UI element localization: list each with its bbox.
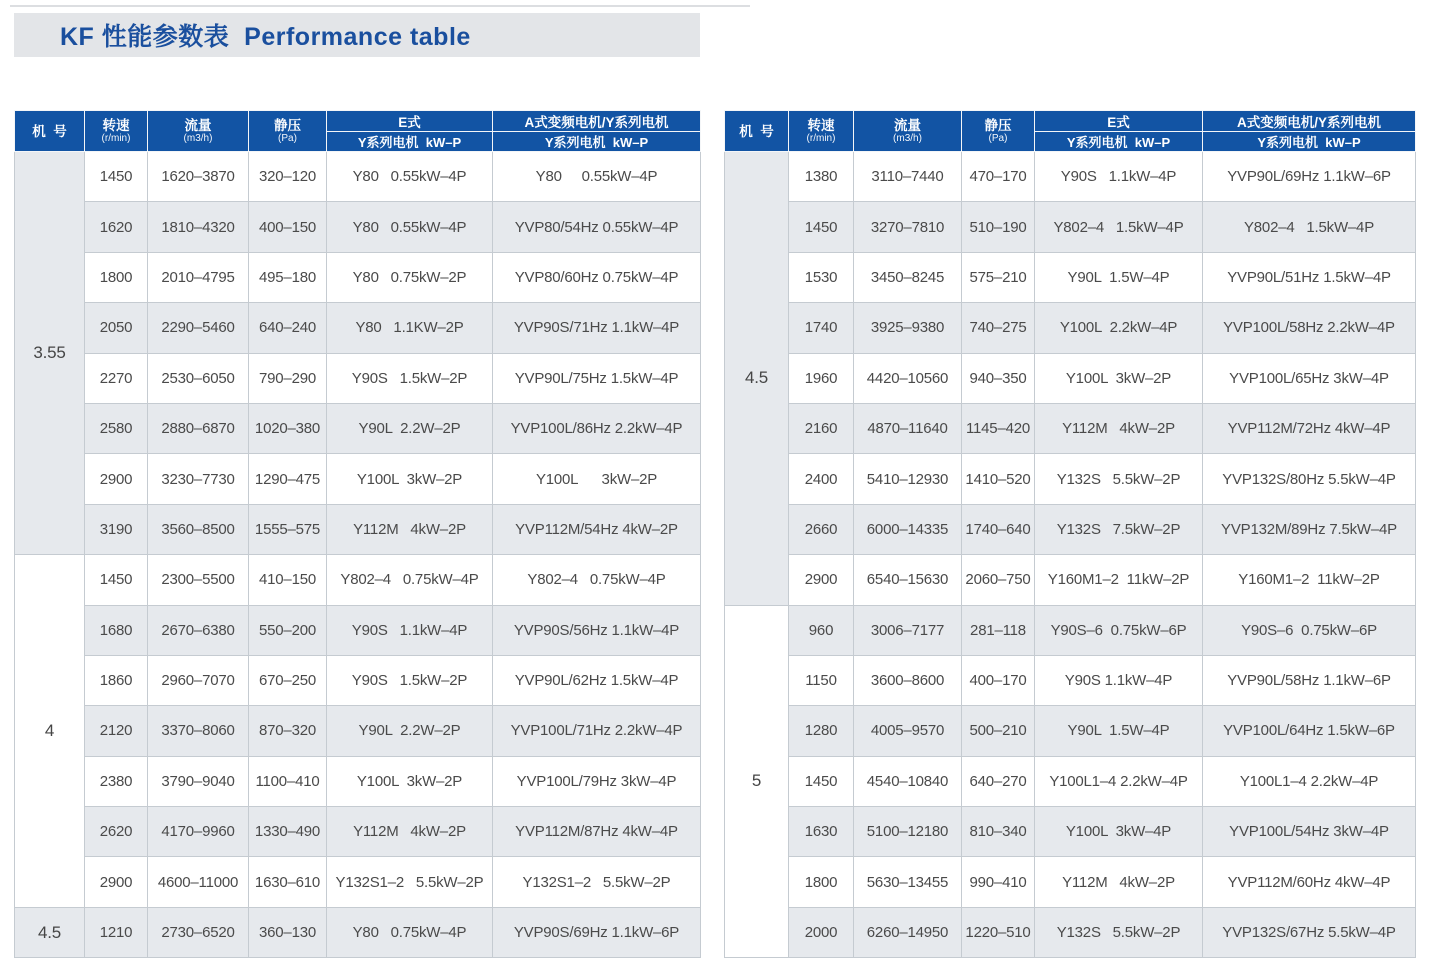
a-type-motor-cell: Y90S–6 0.75kW–6P — [1203, 605, 1416, 655]
speed-cell: 1800 — [789, 857, 854, 907]
pressure-cell: 1100–410 — [249, 756, 327, 806]
a-type-motor-cell: YVP100L/79Hz 3kW–4P — [493, 756, 701, 806]
e-type-motor-cell: Y80 0.75kW–4P — [327, 907, 493, 957]
pressure-cell: 1220–510 — [962, 907, 1035, 957]
speed-cell: 1380 — [789, 152, 854, 202]
pressure-cell: 790–290 — [249, 353, 327, 403]
performance-table-left-container — [14, 110, 701, 958]
header-flow: 流量 (m3/h) — [148, 111, 249, 152]
flow-cell: 3270–7810 — [854, 202, 962, 252]
e-type-motor-cell: Y90L 1.5W–4P — [1035, 252, 1203, 302]
table-header — [15, 111, 701, 152]
header-speed: 转速 (r/min) — [85, 111, 148, 152]
table-row — [725, 504, 1416, 554]
header-a-type: A式变频电机/Y系列电机 — [1203, 111, 1416, 132]
performance-table-right — [724, 110, 1416, 958]
pressure-cell: 1290–475 — [249, 454, 327, 504]
speed-cell: 2900 — [85, 454, 148, 504]
header-machine-no: 机 号 — [725, 111, 789, 152]
model-number-cell: 4.5 — [15, 907, 85, 957]
table-row — [725, 252, 1416, 302]
speed-cell: 1680 — [85, 605, 148, 655]
pressure-cell: 1330–490 — [249, 807, 327, 857]
pressure-cell: 1555–575 — [249, 504, 327, 554]
table-row — [15, 454, 701, 504]
pressure-cell: 1630–610 — [249, 857, 327, 907]
header-flow: 流量 (m3/h) — [854, 111, 962, 152]
speed-cell: 2900 — [85, 857, 148, 907]
a-type-motor-cell: YVP100L/64Hz 1.5kW–6P — [1203, 706, 1416, 756]
flow-cell: 4600–11000 — [148, 857, 249, 907]
speed-cell: 960 — [789, 605, 854, 655]
e-type-motor-cell: Y802–4 0.75kW–4P — [327, 555, 493, 605]
pressure-cell: 740–275 — [962, 303, 1035, 353]
table-row — [15, 655, 701, 705]
flow-cell: 2530–6050 — [148, 353, 249, 403]
flow-cell: 6540–15630 — [854, 555, 962, 605]
table-row — [725, 454, 1416, 504]
model-number-cell: 4.5 — [725, 152, 789, 606]
flow-cell: 2880–6870 — [148, 403, 249, 453]
flow-cell: 3230–7730 — [148, 454, 249, 504]
speed-cell: 2000 — [789, 907, 854, 957]
pressure-cell: 400–170 — [962, 655, 1035, 705]
a-type-motor-cell: YVP132M/89Hz 7.5kW–4P — [1203, 504, 1416, 554]
performance-table-left — [14, 110, 701, 958]
pressure-cell: 281–118 — [962, 605, 1035, 655]
flow-cell: 3790–9040 — [148, 756, 249, 806]
a-type-motor-cell: Y80 0.55kW–4P — [493, 152, 701, 202]
header-e-motor-sub: Y系列电机 kW–P — [1035, 132, 1203, 152]
speed-cell: 2660 — [789, 504, 854, 554]
a-type-motor-cell: YVP132S/67Hz 5.5kW–4P — [1203, 907, 1416, 957]
speed-cell: 2160 — [789, 403, 854, 453]
speed-cell: 2580 — [85, 403, 148, 453]
flow-cell: 5100–12180 — [854, 807, 962, 857]
speed-cell: 1450 — [789, 202, 854, 252]
flow-cell: 4170–9960 — [148, 807, 249, 857]
pressure-cell: 2060–750 — [962, 555, 1035, 605]
header-a-type: A式变频电机/Y系列电机 — [493, 111, 701, 132]
e-type-motor-cell: Y90S 1.5kW–2P — [327, 655, 493, 705]
e-type-motor-cell: Y100L1–4 2.2kW–4P — [1035, 756, 1203, 806]
speed-cell: 1450 — [85, 555, 148, 605]
table-row — [725, 655, 1416, 705]
pressure-cell: 670–250 — [249, 655, 327, 705]
header-speed: 转速 (r/min) — [789, 111, 854, 152]
e-type-motor-cell: Y90L 1.5W–4P — [1035, 706, 1203, 756]
header-pressure: 静压 (Pa) — [249, 111, 327, 152]
table-row — [15, 202, 701, 252]
flow-cell: 3600–8600 — [854, 655, 962, 705]
table-row — [725, 303, 1416, 353]
table-row — [725, 807, 1416, 857]
a-type-motor-cell: YVP100L/58Hz 2.2kW–4P — [1203, 303, 1416, 353]
pressure-cell: 640–240 — [249, 303, 327, 353]
table-row — [725, 605, 1416, 655]
a-type-motor-cell: YVP132S/80Hz 5.5kW–4P — [1203, 454, 1416, 504]
flow-cell: 5410–12930 — [854, 454, 962, 504]
speed-cell: 2380 — [85, 756, 148, 806]
table-row — [725, 555, 1416, 605]
e-type-motor-cell: Y132S 5.5kW–2P — [1035, 454, 1203, 504]
e-type-motor-cell: Y90L 2.2W–2P — [327, 706, 493, 756]
a-type-motor-cell: YVP112M/60Hz 4kW–4P — [1203, 857, 1416, 907]
model-number-cell: 5 — [725, 605, 789, 958]
e-type-motor-cell: Y90S 1.1kW–4P — [1035, 655, 1203, 705]
e-type-motor-cell: Y112M 4kW–2P — [327, 807, 493, 857]
model-number-cell: 3.55 — [15, 152, 85, 555]
flow-cell: 6000–14335 — [854, 504, 962, 554]
header-machine-no: 机 号 — [15, 111, 85, 152]
speed-cell: 2620 — [85, 807, 148, 857]
speed-cell: 2400 — [789, 454, 854, 504]
a-type-motor-cell: Y160M1–2 11kW–2P — [1203, 555, 1416, 605]
a-type-motor-cell: YVP100L/71Hz 2.2kW–4P — [493, 706, 701, 756]
pressure-cell: 810–340 — [962, 807, 1035, 857]
speed-cell: 2120 — [85, 706, 148, 756]
e-type-motor-cell: Y90S–6 0.75kW–6P — [1035, 605, 1203, 655]
header-a-motor-sub: Y系列电机 kW–P — [493, 132, 701, 152]
e-type-motor-cell: Y90S 1.1kW–4P — [1035, 152, 1203, 202]
pressure-cell: 550–200 — [249, 605, 327, 655]
table-row — [15, 152, 701, 202]
e-type-motor-cell: Y100L 3kW–2P — [1035, 353, 1203, 403]
e-type-motor-cell: Y100L 3kW–4P — [1035, 807, 1203, 857]
speed-cell: 1280 — [789, 706, 854, 756]
a-type-motor-cell: YVP100L/65Hz 3kW–4P — [1203, 353, 1416, 403]
pressure-cell: 1145–420 — [962, 403, 1035, 453]
a-type-motor-cell: YVP80/60Hz 0.75kW–4P — [493, 252, 701, 302]
e-type-motor-cell: Y132S 5.5kW–2P — [1035, 907, 1203, 957]
top-divider-line — [10, 5, 750, 7]
flow-cell: 3110–7440 — [854, 152, 962, 202]
flow-cell: 3006–7177 — [854, 605, 962, 655]
e-type-motor-cell: Y80 0.55kW–4P — [327, 202, 493, 252]
e-type-motor-cell: Y132S 7.5kW–2P — [1035, 504, 1203, 554]
speed-cell: 1630 — [789, 807, 854, 857]
pressure-cell: 1020–380 — [249, 403, 327, 453]
flow-cell: 4870–11640 — [854, 403, 962, 453]
e-type-motor-cell: Y160M1–2 11kW–2P — [1035, 555, 1203, 605]
flow-cell: 4005–9570 — [854, 706, 962, 756]
flow-cell: 2730–6520 — [148, 907, 249, 957]
a-type-motor-cell: Y132S1–2 5.5kW–2P — [493, 857, 701, 907]
flow-cell: 2010–4795 — [148, 252, 249, 302]
table-row — [725, 857, 1416, 907]
table-body — [725, 152, 1416, 958]
e-type-motor-cell: Y80 1.1KW–2P — [327, 303, 493, 353]
table-row — [725, 907, 1416, 957]
header-a-motor-sub: Y系列电机 kW–P — [1203, 132, 1416, 152]
header-e-type: E式 — [1035, 111, 1203, 132]
e-type-motor-cell: Y802–4 1.5kW–4P — [1035, 202, 1203, 252]
flow-cell: 3925–9380 — [854, 303, 962, 353]
table-row — [725, 403, 1416, 453]
a-type-motor-cell: Y100L 3kW–2P — [493, 454, 701, 504]
table-row — [15, 706, 701, 756]
pressure-cell: 410–150 — [249, 555, 327, 605]
table-row — [725, 706, 1416, 756]
e-type-motor-cell: Y112M 4kW–2P — [1035, 403, 1203, 453]
table-row — [725, 353, 1416, 403]
a-type-motor-cell: YVP100L/86Hz 2.2kW–4P — [493, 403, 701, 453]
a-type-motor-cell: Y100L1–4 2.2kW–4P — [1203, 756, 1416, 806]
speed-cell: 2050 — [85, 303, 148, 353]
header-pressure: 静压 (Pa) — [962, 111, 1035, 152]
flow-cell: 3560–8500 — [148, 504, 249, 554]
pressure-cell: 360–130 — [249, 907, 327, 957]
performance-table-right-container — [724, 110, 1416, 958]
e-type-motor-cell: Y90L 2.2W–2P — [327, 403, 493, 453]
table-row — [15, 504, 701, 554]
pressure-cell: 640–270 — [962, 756, 1035, 806]
a-type-motor-cell: YVP90L/62Hz 1.5kW–4P — [493, 655, 701, 705]
a-type-motor-cell: YVP112M/72Hz 4kW–4P — [1203, 403, 1416, 453]
flow-cell: 1620–3870 — [148, 152, 249, 202]
flow-cell: 2960–7070 — [148, 655, 249, 705]
a-type-motor-cell: YVP112M/87Hz 4kW–4P — [493, 807, 701, 857]
table-row — [15, 555, 701, 605]
table-row — [725, 152, 1416, 202]
speed-cell: 3190 — [85, 504, 148, 554]
speed-cell: 1450 — [789, 756, 854, 806]
speed-cell: 1150 — [789, 655, 854, 705]
flow-cell: 4420–10560 — [854, 353, 962, 403]
e-type-motor-cell: Y90S 1.1kW–4P — [327, 605, 493, 655]
pressure-cell: 1740–640 — [962, 504, 1035, 554]
a-type-motor-cell: YVP90L/69Hz 1.1kW–6P — [1203, 152, 1416, 202]
table-row — [15, 403, 701, 453]
a-type-motor-cell: YVP112M/54Hz 4kW–2P — [493, 504, 701, 554]
pressure-cell: 575–210 — [962, 252, 1035, 302]
table-row — [725, 756, 1416, 806]
speed-cell: 2270 — [85, 353, 148, 403]
e-type-motor-cell: Y80 0.55kW–4P — [327, 152, 493, 202]
pressure-cell: 495–180 — [249, 252, 327, 302]
table-row — [15, 857, 701, 907]
e-type-motor-cell: Y100L 3kW–2P — [327, 454, 493, 504]
flow-cell: 5630–13455 — [854, 857, 962, 907]
e-type-motor-cell: Y90S 1.5kW–2P — [327, 353, 493, 403]
flow-cell: 2670–6380 — [148, 605, 249, 655]
speed-cell: 1210 — [85, 907, 148, 957]
table-row — [15, 907, 701, 957]
pressure-cell: 320–120 — [249, 152, 327, 202]
table-row — [15, 807, 701, 857]
e-type-motor-cell: Y100L 2.2kW–4P — [1035, 303, 1203, 353]
a-type-motor-cell: YVP90L/51Hz 1.5kW–4P — [1203, 252, 1416, 302]
flow-cell: 2290–5460 — [148, 303, 249, 353]
table-row — [15, 353, 701, 403]
table-row — [15, 605, 701, 655]
e-type-motor-cell: Y132S1–2 5.5kW–2P — [327, 857, 493, 907]
speed-cell: 1740 — [789, 303, 854, 353]
flow-cell: 4540–10840 — [854, 756, 962, 806]
pressure-cell: 500–210 — [962, 706, 1035, 756]
a-type-motor-cell: YVP100L/54Hz 3kW–4P — [1203, 807, 1416, 857]
page-title: KF 性能参数表 Performance table — [60, 23, 471, 51]
pressure-cell: 470–170 — [962, 152, 1035, 202]
pressure-cell: 510–190 — [962, 202, 1035, 252]
speed-cell: 1450 — [85, 152, 148, 202]
speed-cell: 1530 — [789, 252, 854, 302]
a-type-motor-cell: YVP90L/58Hz 1.1kW–6P — [1203, 655, 1416, 705]
a-type-motor-cell: YVP90S/71Hz 1.1kW–4P — [493, 303, 701, 353]
a-type-motor-cell: YVP80/54Hz 0.55kW–4P — [493, 202, 701, 252]
speed-cell: 1800 — [85, 252, 148, 302]
pressure-cell: 1410–520 — [962, 454, 1035, 504]
pressure-cell: 870–320 — [249, 706, 327, 756]
e-type-motor-cell: Y100L 3kW–2P — [327, 756, 493, 806]
table-body — [15, 152, 701, 958]
a-type-motor-cell: YVP90L/75Hz 1.5kW–4P — [493, 353, 701, 403]
header-e-motor-sub: Y系列电机 kW–P — [327, 132, 493, 152]
flow-cell: 6260–14950 — [854, 907, 962, 957]
flow-cell: 1810–4320 — [148, 202, 249, 252]
a-type-motor-cell: Y802–4 1.5kW–4P — [1203, 202, 1416, 252]
pressure-cell: 940–350 — [962, 353, 1035, 403]
table-row — [15, 756, 701, 806]
table-row — [725, 202, 1416, 252]
flow-cell: 3450–8245 — [854, 252, 962, 302]
header-e-type: E式 — [327, 111, 493, 132]
pressure-cell: 990–410 — [962, 857, 1035, 907]
table-header — [725, 111, 1416, 152]
section-title-bar — [14, 13, 700, 57]
e-type-motor-cell: Y112M 4kW–2P — [1035, 857, 1203, 907]
e-type-motor-cell: Y112M 4kW–2P — [327, 504, 493, 554]
speed-cell: 1860 — [85, 655, 148, 705]
speed-cell: 1960 — [789, 353, 854, 403]
pressure-cell: 400–150 — [249, 202, 327, 252]
flow-cell: 3370–8060 — [148, 706, 249, 756]
speed-cell: 1620 — [85, 202, 148, 252]
flow-cell: 2300–5500 — [148, 555, 249, 605]
e-type-motor-cell: Y80 0.75kW–2P — [327, 252, 493, 302]
a-type-motor-cell: Y802–4 0.75kW–4P — [493, 555, 701, 605]
speed-cell: 2900 — [789, 555, 854, 605]
a-type-motor-cell: YVP90S/56Hz 1.1kW–4P — [493, 605, 701, 655]
model-number-cell: 4 — [15, 555, 85, 908]
table-row — [15, 252, 701, 302]
table-row — [15, 303, 701, 353]
a-type-motor-cell: YVP90S/69Hz 1.1kW–6P — [493, 907, 701, 957]
